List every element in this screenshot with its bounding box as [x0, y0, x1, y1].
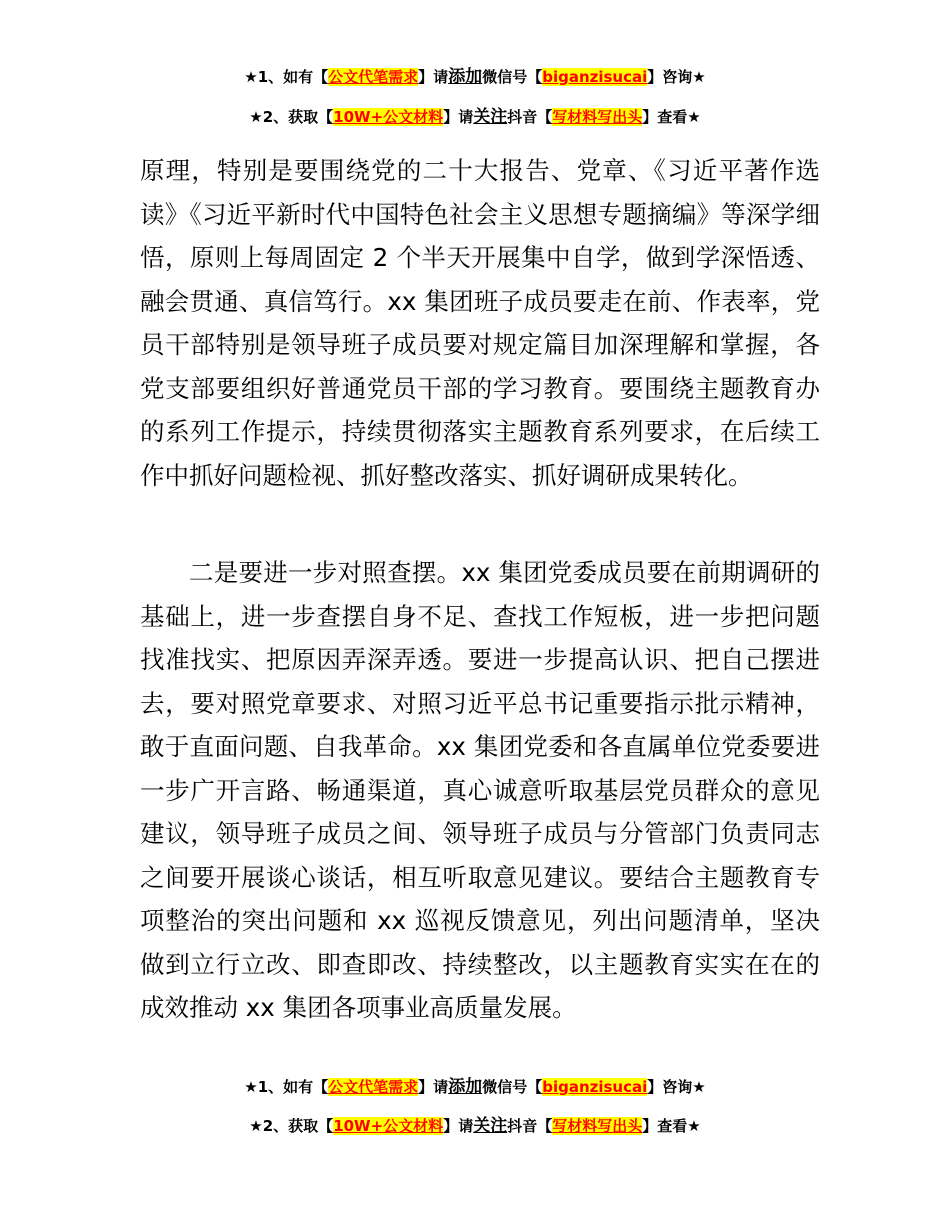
- highlight-service: 公文代笔需求: [328, 68, 419, 86]
- banner-text: 抖音【: [507, 1117, 553, 1135]
- bottom-banner-line-2: [0, 1115, 950, 1137]
- banner-text: ★1、如有【: [244, 68, 329, 86]
- banner-text: 】查看★: [642, 1117, 701, 1135]
- banner-emphasis: 关注: [473, 1116, 508, 1136]
- douyin-account-highlight: 写材料写出头: [552, 1117, 643, 1135]
- banner-text: 】咨询★: [647, 68, 706, 86]
- highlight-service: 公文代笔需求: [328, 1078, 419, 1096]
- douyin-account-highlight: 写材料写出头: [552, 108, 643, 126]
- banner-emphasis: 添加: [448, 1077, 483, 1097]
- top-banner-line-1: [0, 66, 950, 88]
- top-banner-line-2: [0, 106, 950, 128]
- wechat-id-highlight: biganzisucai: [542, 68, 648, 86]
- banner-text: 】请: [443, 1117, 474, 1135]
- body-paragraph-1: [140, 149, 820, 497]
- banner-text: ★2、获取【: [249, 108, 334, 126]
- bottom-banner-line-1: [0, 1076, 950, 1098]
- banner-text: 】请: [443, 108, 474, 126]
- banner-text: 微信号【: [482, 1078, 543, 1096]
- paragraph-text: 原理，特别是要围绕党的二十大报告、党章、《习近平著作选读》《习近平新时代中国特色社会主义思想专题摘编》等深学细悟，原则上每周固定 2 个半天开展集中自学，做到学深悟透、融会贯通、真信笃行。xx 集团班子成员要走在前、作表率，党员干部特别是领导班子成员要对规定篇目加深理解和掌握，各党支部要组织好普通党员干部的学习教育。要围绕主题教育办的系列工作提示，持续贯彻落实主题教育系列要求，在后续工作中抓好问题检视、抓好整改落实、抓好调研成果转化。: [140, 156, 820, 490]
- body-paragraph-2: [140, 551, 820, 1030]
- banner-text: 】查看★: [642, 108, 701, 126]
- banner-text: 】咨询★: [647, 1078, 706, 1096]
- banner-text: ★2、获取【: [249, 1117, 334, 1135]
- banner-text: 】请: [418, 68, 449, 86]
- highlight-materials: 10W+公文材料: [333, 108, 444, 126]
- banner-emphasis: 添加: [448, 67, 483, 87]
- banner-text: 抖音【: [507, 108, 553, 126]
- highlight-materials: 10W+公文材料: [333, 1117, 444, 1135]
- banner-emphasis: 关注: [473, 107, 508, 127]
- wechat-id-highlight: biganzisucai: [542, 1078, 648, 1096]
- banner-text: 微信号【: [482, 68, 543, 86]
- banner-text: ★1、如有【: [244, 1078, 329, 1096]
- paragraph-text: 二是要进一步对照查摆。xx 集团党委成员要在前期调研的基础上，进一步查摆自身不足、查找工作短板，进一步把问题找准找实、把原因弄深弄透。要进一步提高认识、把自己摆进去，要对照党章要求、对照习近平总书记重要指示批示精神，敢于直面问题、自我革命。xx 集团党委和各直属单位党委要进一步广开言路、畅通渠道，真心诚意听取基层党员群众的意见建议，领导班子成员之间、领导班子成员与分管部门负责同志之间要开展谈心谈话，相互听取意见建议。要结合主题教育专项整治的突出问题和 xx 巡视反馈意见，列出问题清单，坚决做到立行立改、即查即改、持续整改，以主题教育实实在在的成效推动 xx 集团各项事业高质量发展。: [140, 558, 820, 1022]
- banner-text: 】请: [418, 1078, 449, 1096]
